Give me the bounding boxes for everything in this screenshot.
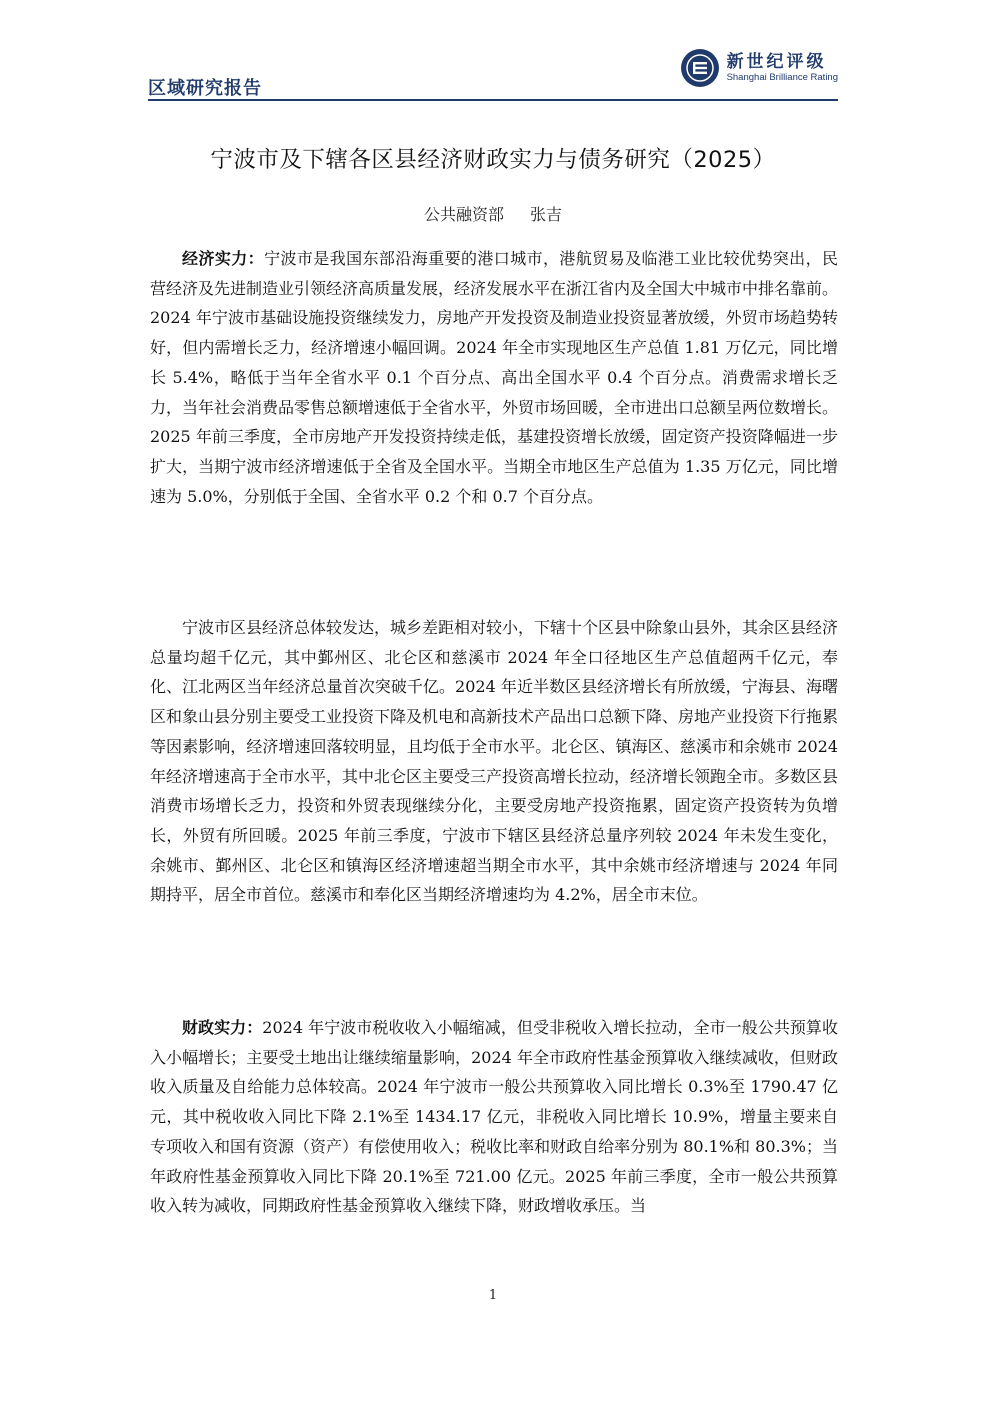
author-name: 张吉 xyxy=(530,205,563,224)
author-line xyxy=(148,202,838,225)
paragraph-fiscal-strength xyxy=(150,1013,838,1221)
page-number: 1 xyxy=(488,1288,498,1303)
department-name: 公共融资部 xyxy=(423,205,504,224)
brand-logo xyxy=(681,46,838,90)
brand-name-en: Shanghai Brilliance Rating xyxy=(726,72,838,83)
report-type-label: 区域研究报告 xyxy=(148,78,262,99)
paragraph-district-economy xyxy=(150,613,838,910)
section-heading-economic: 经济实力： xyxy=(182,249,265,268)
document-title: 宁波市及下辖各区县经济财政实力与债务研究（2025） xyxy=(210,147,776,173)
header-divider xyxy=(148,99,838,101)
brand-name-cn: 新世纪评级 xyxy=(726,52,827,72)
section-heading-fiscal: 财政实力： xyxy=(182,1018,263,1037)
brilliance-rating-emblem-icon xyxy=(681,49,719,87)
paragraph-body: 2024 年宁波市税收收入小幅缩减，但受非税收入增长拉动，全市一般公共预算收入小幅增长；主要受土地出让继续缩量影响，2024 年全市政府性基金预算收入继续减收，但财政收入质量及自给能力总体较高。2024 年宁波市一般公共预算收入同比增长 0.3%至 1790.47 亿元，其中税收收入同比下降 2.1%至 1434.17 亿元，非税收入同比增长 10.9%，增量主要来自专项收入和国有资源（资产）有偿使用收入；税收比率和财政自给率分别为 80.1%和 80.3%；当年政府性基金预算收入同比下降 20.1%至 721.00 亿元。2025 年前三季度，全市一般公共预算收入转为减收，同期政府性基金预算收入继续下降，财政增收承压。当 xyxy=(150,1018,838,1216)
paragraph-body: 宁波市是我国东部沿海重要的港口城市，港航贸易及临港工业比较优势突出，民营经济及先进制造业引领经济高质量发展，经济发展水平在浙江省内及全国大中城市中排名靠前。2024 年宁波市基础设施投资继续发力，房地产开发投资及制造业投资显著放缓，外贸市场趋势转好，但内需增长乏力，经济增速小幅回调。2024 年全市实现地区生产总值 1.81 万亿元，同比增长 5.4%，略低于当年全省水平 0.1 个百分点、高出全国水平 0.4 个百分点。消费需求增长乏力，当年社会消费品零售总额增速低于全省水平，外贸市场回暖，全市进出口总额呈两位数增长。2025 年前三季度，全市房地产开发投资持续走低，基建投资增长放缓，固定资产投资降幅进一步扩大，当期宁波市经济增速低于全省及全国水平。当期全市地区生产总值为 1.35 万亿元，同比增速为 5.0%，分别低于全国、全省水平 0.2 个和 0.7 个百分点。 xyxy=(150,249,839,506)
paragraph-economic-strength xyxy=(150,244,838,511)
page-header xyxy=(148,40,838,100)
paragraph-body: 宁波市区县经济总体较发达，城乡差距相对较小，下辖十个区县中除象山县外，其余区县经济总量均超千亿元，其中鄞州区、北仑区和慈溪市 2024 年全口径地区生产总值超两千亿元，奉化、江北两区当年经济总量首次突破千亿。2024 年近半数区县经济增长有所放缓，宁海县、海曙区和象山县分别主要受工业投资下降及机电和高新技术产品出口总额下降、房地产业投资下行拖累等因素影响，经济增速回落较明显，且均低于全市水平。北仑区、镇海区、慈溪市和余姚市 2024 年经济增速高于全市水平，其中北仑区主要受三产投资高增长拉动，经济增长领跑全市。多数区县消费市场增长乏力，投资和外贸表现继续分化，主要受房地产投资拖累，固定资产投资转为负增长，外贸有所回暖。2025 年前三季度，宁波市下辖区县经济总量序列较 2024 年未发生变化，余姚市、鄞州区、北仑区和镇海区经济增速超当期全市水平，其中余姚市经济增速与 2024 年同期持平，居全市首位。慈溪市和奉化区当期经济增速均为 4.2%，居全市末位。 xyxy=(150,618,839,905)
